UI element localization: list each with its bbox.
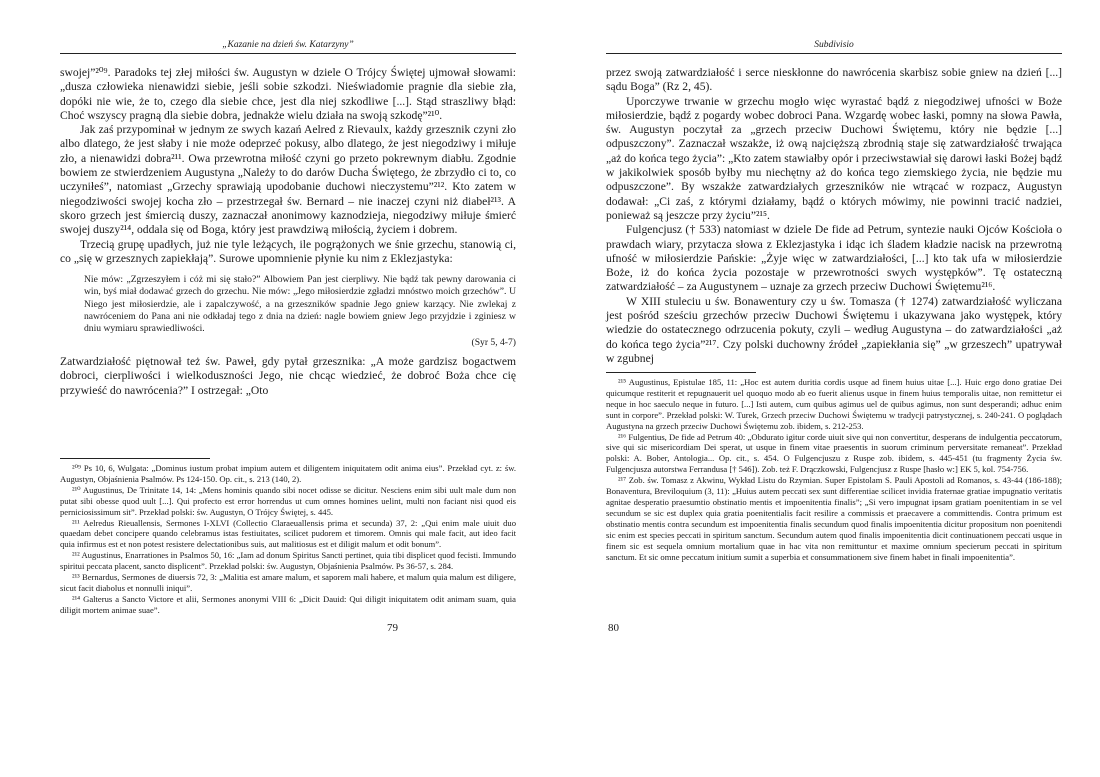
left-footnotes [60,458,516,616]
page-number-right: 80 [608,622,619,634]
left-body [60,66,516,398]
paragraph: przez swoją zatwardziałość i serce nieskłonne do nawrócenia skarbisz sobie gniew na dzień [...] sądu Boga” (Rz 2, 45). [606,66,1062,94]
paragraph: Jak zaś przypominał w jednym ze swych kazań Aelred z Rievaulx, każdy grzesznik czyni zło albo dlatego, że jest słaby i nie może odeprzeć pokusy, albo dlatego, że jest niegodziwy i miłuje zło, a nienawidzi dobra²¹¹. Owa przewrotna miłość czyni go przeto pokrewnym diabłu. Zgodnie bowiem ze stwierdzeniem Augustyna „Należy to do darów Ducha Świętego, że zbrzydło ci to, co uczyniłeś”, natomiast „Grzechy sprawiają upodobanie duchowi nieczystemu”²¹². Kto zatem w niegodziwości swojej kocha zło – przestrzegał św. Bernard – nie inaczej czyni niż diabeł²¹³. A skoro grzech jest śmiercią duszy, zaznaczał anonimowy kaznodzieja, niegodziwy miłuje śmierć swojej duszy²¹⁴, oddala się od Boga, który jest prawdziwą miłością, życiem i dobrem. [60,123,516,237]
right-footnotes [606,372,1062,562]
paragraph: Fulgencjusz († 533) natomiast w dziele De fide ad Petrum, syntezie nauki Ojców Kościoła o prawdach wiary, przytacza słowa z Eklezjastyka i idąc ich śladem kładzie nacisk na przewrotną ufność w miłosierdzie Pańskie: „Żyje więc w zatwardziałości, [...] kto tak ufa w miłosierdzie Boże, iż do końca życia pozostaje w przewrotności swych występków”. Tę ostateczną zatwardziałość – za Augustynem – uznaje za grzech przeciw Duchowi Świętemu²¹⁶. [606,223,1062,294]
block-quote [84,274,516,349]
footnote: ²¹¹ Aelredus Rieuallensis, Sermones I-XLVI (Collectio Claraeuallensis prima et secunda) 37, 2: „Qui enim male uiuit duo quaedam debet concipere quando celebramus istas festiuitates, scilicet pudorem et timorem. Omnis qui male facit, aut ideo facit quia infirmus est et non potest resistere delectationibus suis, aut malitiosus est et diligit malum et odit bonum”. [60,517,516,550]
paragraph: swojej”²⁰⁹. Paradoks tej złej miłości św. Augustyn w dziele O Trójcy Świętej ujmował słowami: „dusza człowieka nienawidzi siebie, jeśli sobie szkodzi. Nieświadomie pragnie dla siebie zła, dopóki nie wie, że to, czego dla siebie chce, jest dla niej szkodliwe [...]. Stąd straszliwy błąd: Choć wszyscy pragną dla siebie dobra, jednakże wielu działa na swoją szkodę”²¹⁰. [60,66,516,122]
running-head-left: „Kazanie na dzień św. Katarzyny” [60,40,516,54]
paragraph: Uporczywe trwanie w grzechu mogło więc wyrastać bądź z niegodziwej ufności w Boże miłosierdzie, bądź z pogardy wobec dobroci Pana. Wzgardę wobec łaski, pomny na słowa Pawła, św. Augustyn poczytał za „grzech przeciw Duchowi Świętemu, który nie będzie [...] odpuszczony”. Zaznaczał wszakże, iż ową najcięższą zbrodnią staje się zatwardziałość trwająca „aż do końca tego życia”: „Kto zatem stawiałby opór i przeciwstawiał się darowi łaski Bożej bądź w jakikolwiek sposób byłby mu niechętny aż do końca tego ziemskiego życia, nie będzie mu odpuszczone”. By wszakże zatwardziałych grzeszników nie wtrącać w rozpacz, Augustyn dodawał: „Ci zaś, z którymi działamy, bądź o których mówimy, nie powinni tracić nadziei, ponieważ są jeszcze przy życiu”²¹⁵. [606,94,1062,222]
footnote: ²¹⁵ Augustinus, Epistulae 185, 11: „Hoc est autem duritia cordis usque ad finem huius uitae [...]. Huic ergo dono gratiae Dei quicumque restiterit et repugnauerit uel quoquo modo ab eo fuerit alienus usque in finem huius temporalis uitae, non remittetur ei neque in hoc saeculo neque in futuro. [...] Isti autem, cum quibus agimus uel de quibus agimus, non sunt desperandi; adhuc enim sunt in corpore”. Przekład polski: W. Turek, Grzech przeciw Duchowi Świętemu w tradycji patrystycznej, s. 240-241. O poglądach Augustyna na grzech przeciw Duchowi Świętemu zob. ibidem, s. 212-253. [606,377,1062,431]
footnote-rule [606,372,756,373]
running-head-right: Subdivisio [606,40,1062,54]
footnote: ²¹⁴ Galterus a Sancto Victore et alii, Sermones anonymi VIII 6: „Dicit Dauid: Qui diligit iniquitatem odit animam suam, quia diligit mortem animae suae”. [60,593,516,615]
footnote: ²¹⁶ Fulgentius, De fide ad Petrum 40: „Obdurato igitur corde uiuit sive qui non convertitur, desperans de indulgentia peccatorum, sive qui sic misericordiam Dei sperat, ut usque in finem vitae praesentis in suorum criminum perversitate remaneat”. Przekład polski: A. Bober, Antologia... Op. cit., s. 454. O Fulgencjuszu z Ruspe zob. ibidem, s. 445-451 (tu fragmenty Życia św. Fulgencjusza autorstwa Ferrandusa [† 546]). Zob. też F. Drączkowski, Fulgencjusz z Ruspe [hasło w:] EK 5, kol. 754-756. [606,431,1062,475]
page-number-left: 79 [387,622,398,634]
footnote: ²¹² Augustinus, Enarrationes in Psalmos 50, 16: „Iam ad donum Spiritus Sancti pertinet, quia tibi displicet quod fecisti. Immundo spiritui peccata placent, sancto displicent”. Przekład polski: św. Augustyn, Objaśnienia Psalmów. Ps 36-57, s. 284. [60,550,516,572]
quote-source: (Syr 5, 4-7) [471,336,516,348]
footnote: ²¹³ Bernardus, Sermones de diuersis 72, 3: „Malitia est amare malum, et saporem mali habere, et malum quia malum est diligere, sicut facit diabolus et nonnulli iniqui”. [60,572,516,593]
footnote-rule [60,458,210,459]
paragraph: W XIII stuleciu u św. Bonawentury czy u św. Tomasza († 1274) zatwardziałość wyliczana jest pośród sześciu grzechów przeciw Duchowi Świętemu i ukazywana jako występek, który wiedzie do ostatecznego odrzucenia pokuty, czyli – według Augustyna – do zatwardziałości „aż do końca tego życia”²¹⁷. Czy polski duchowny źródeł „zapiekłania się” „w grzeszech” upatrywał w zgubnej [606,294,1062,365]
footnote: ²¹⁷ Zob. św. Tomasz z Akwinu, Wykład Listu do Rzymian. Super Epistolam S. Pauli Apostoli ad Romanos, s. 43-44 (186-188); Bonaventura, Breviloquium (3, 11): „Huius autem peccati sex sunt differentiae scilicet invidia fraternae gratiae impugnatio veritatis agnitae desperatio praesumtio obstinatio mentis et impoenitentia finalis”; „Si vero impugnat ipsam gratiam poenitentiam in se vel secundum se sic est duplex quia gratia poenitentialis facit resilire a commissis et praecavere a committendis. Contra primum est obstinatio mentis contra secundum est impoenitentia finalis secundum quod finalis impoenitentia dicitur propositum non poenitendi sic enim est species peccati in spiritum sanctum. Secundum autem quod finalis impoenitentia dicit continuationem peccati usque in finem sic est sequela omnium mortalium quae in hac vita non remittuntur et maxime omnium specierum peccati in spiritum sanctum. Et sic omne peccatum initium sumit a superbia et consummationem sive finem habet in finali impoenitentia”. [606,475,1062,562]
quote-text: Nie mów: „Zgrzeszyłem i cóż mi się stało?” Albowiem Pan jest cierpliwy. Nie bądź tak pewny darowania ci win, byś miał dodawać grzech do grzechu. Nie mów: „Jego miłosierdzie zgładzi mnóstwo moich grzechów”. U Niego jest miłosierdzie, ale i zapalczywość, a na grzeszników spadnie Jego gniew karzący. Nie zwlekaj z nawróceniem do Pana ani nie odkładaj tego z dnia na dzień: nagle bowiem gniew Jego przyjdzie i zginiesz w dniu wymiaru sprawiedliwości. [84,274,516,335]
paragraph: Trzecią grupę upadłych, już nie tyle leżących, ile pogrążonych we śnie grzechu, stanowią ci, co „się w grzesznych zapiekłają”. Surowe upomnienie płynie ku nim z Eklezjastyka: [60,237,516,265]
footnote: ²¹⁰ Augustinus, De Trinitate 14, 14: „Mens hominis quando sibi nocet odisse se dicitur. Nesciens enim sibi uult male dum non putat sibi obesse quod uult [...]. Qui profecto est error horrendus ut cum omnes homines uelint, multi non faciant nisi quod eis perniciosissimum sit”. Przekład polski: św. Augustyn, O Trójcy Świętej, s. 445. [60,484,516,517]
right-page [574,0,1074,777]
left-page [28,0,528,777]
right-body [606,66,1062,366]
footnote: ²⁰⁹ Ps 10, 6, Wulgata: „Dominus iustum probat impium autem et diligentem iniquitatem odit anima eius”. Przekład cyt. z: św. Augustyn, Objaśnienia Psalmów. Ps 124-150. Op. cit., s. 213 (140, 2). [60,463,516,484]
paragraph: Zatwardziałość piętnował też św. Paweł, gdy pytał grzesznika: „A może gardzisz bogactwem dobroci, cierpliwości i wielkoduszności Jego, nie chcąc wiedzieć, że dobroć Boża chce cię przywieść do nawrócenia?” I ostrzegał: „Oto [60,354,516,397]
